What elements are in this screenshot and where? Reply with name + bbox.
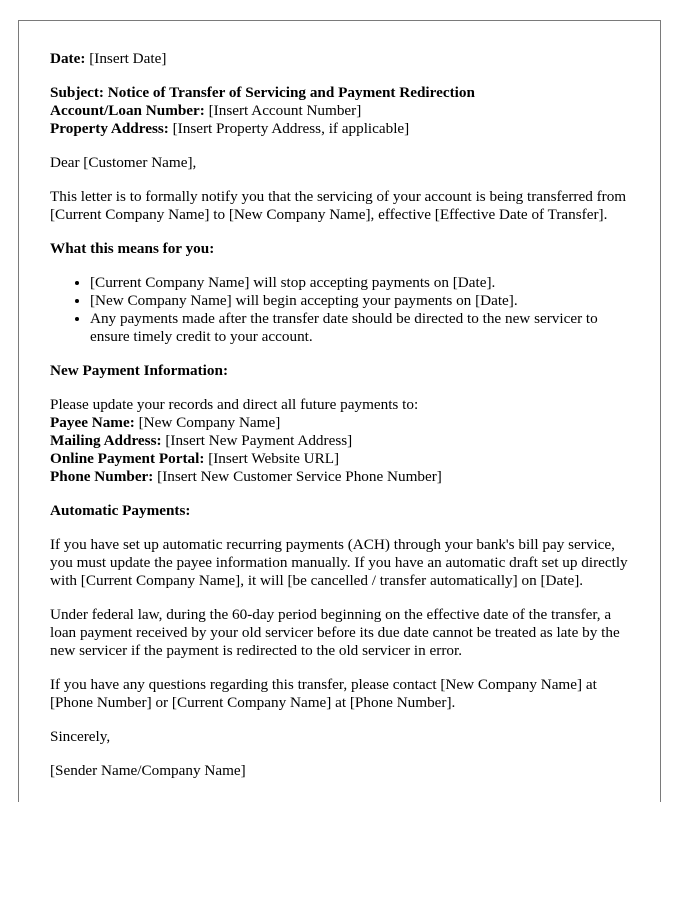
list-item: • [Current Company Name] will stop accepting payments on [Date]. — [90, 274, 640, 292]
account-value: [Insert Account Number] — [208, 102, 362, 119]
mailing-line — [50, 432, 640, 450]
questions-paragraph: If you have any questions regarding this transfer, please contact [New Company Name] at [Phone Number] or [Current Company Name] at [Phone Number]. — [50, 676, 597, 711]
phone-label: Phone Number: — [50, 468, 154, 485]
payee-label: Payee Name: — [50, 414, 135, 431]
subject-line: Subject: Notice of Transfer of Servicing and Payment Redirection — [50, 84, 475, 101]
closing: Sincerely, — [50, 728, 111, 745]
list-item: • Any payments made after the transfer date should be directed to the new servicer to ensure timely credit to your account. — [90, 310, 640, 346]
payee-value: [New Company Name] — [138, 414, 281, 431]
payment-intro: Please update your records and direct all future payments to: — [50, 396, 419, 413]
phone-value: [Insert New Customer Service Phone Number] — [157, 468, 442, 485]
means-list — [50, 274, 640, 346]
phone-line — [50, 468, 640, 486]
salutation: Dear [Customer Name], — [50, 154, 197, 171]
letter-page — [18, 20, 661, 802]
signature: [Sender Name/Company Name] — [50, 762, 246, 779]
law-paragraph: Under federal law, during the 60-day period beginning on the effective date of the transfer, a loan payment received by your old servicer before its due date cannot be treated as late by the new servicer if the payment is redirected to the old servicer in error. — [50, 606, 620, 659]
portal-label: Online Payment Portal: — [50, 450, 205, 467]
property-value: [Insert Property Address, if applicable] — [172, 120, 410, 137]
property-label: Property Address: — [50, 120, 169, 137]
header-block — [50, 84, 640, 138]
intro-paragraph: This letter is to formally notify you that the servicing of your account is being transferred from [Current Company Name] to [New Company Name], effective [Effective Date of Transfer]. — [50, 188, 627, 223]
mailing-label: Mailing Address: — [50, 432, 162, 449]
payee-line — [50, 414, 640, 432]
mailing-value: [Insert New Payment Address] — [165, 432, 353, 449]
portal-line — [50, 450, 640, 468]
list-item: • [New Company Name] will begin accepting your payments on [Date]. — [90, 292, 640, 310]
account-line — [50, 102, 640, 120]
account-label: Account/Loan Number: — [50, 102, 205, 119]
date-value: [Insert Date] — [89, 50, 167, 67]
portal-value: [Insert Website URL] — [208, 450, 340, 467]
payment-block — [50, 396, 640, 486]
date-label: Date: — [50, 50, 86, 67]
letter-body — [50, 50, 640, 796]
auto-paragraph: If you have set up automatic recurring payments (ACH) through your bank's bill pay service, you must update the payee information manually. If you have an automatic draft set up directly with [Current Company Name], it will [be cancelled / transfer automatically] on [Date]. — [50, 536, 628, 589]
payment-heading: New Payment Information: — [50, 362, 229, 379]
date-line — [50, 50, 640, 68]
property-line — [50, 120, 640, 138]
means-heading: What this means for you: — [50, 240, 215, 257]
auto-heading: Automatic Payments: — [50, 502, 191, 519]
